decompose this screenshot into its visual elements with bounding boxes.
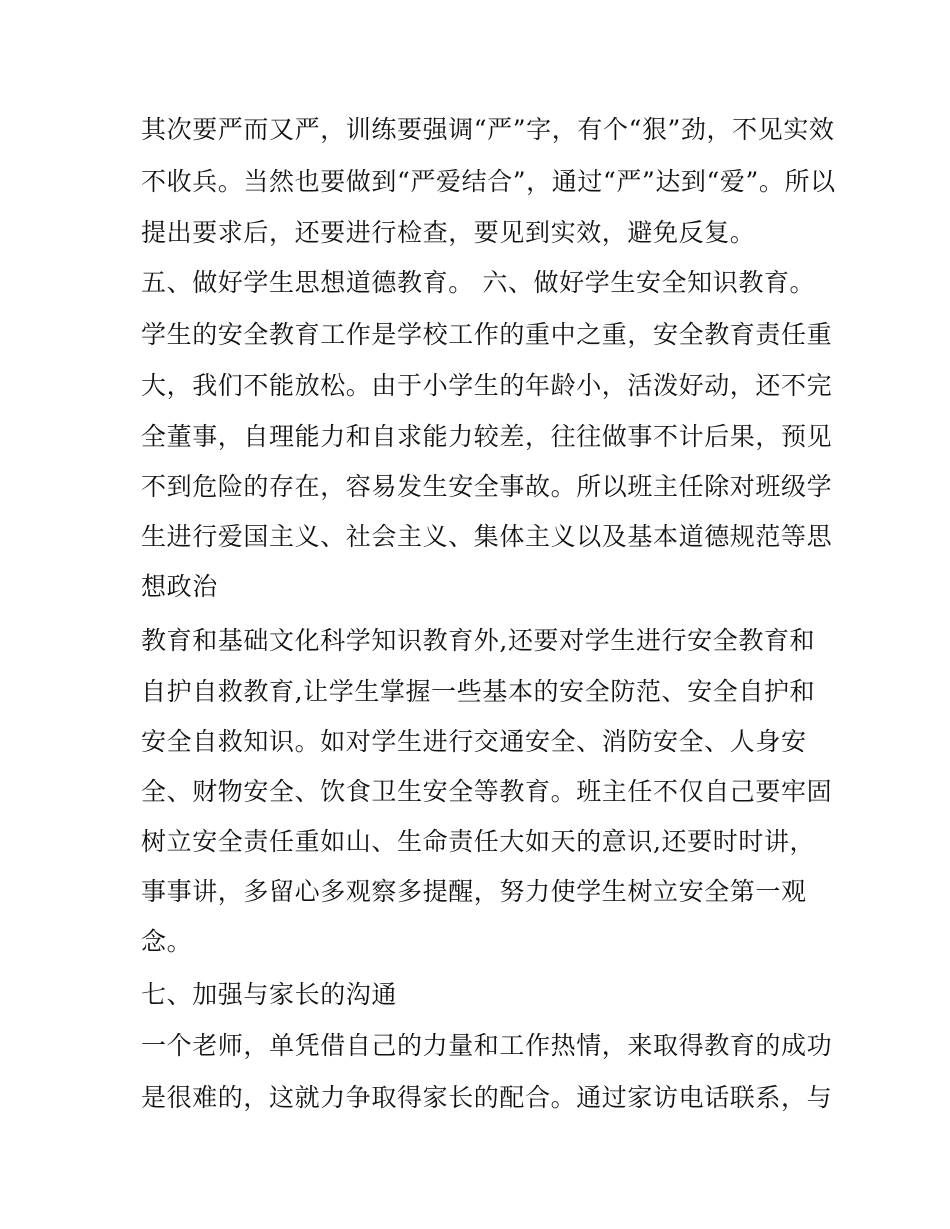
text-line: 全、财物安全、饮食卫生安全等教育。班主任不仅自己要牢固 bbox=[141, 777, 833, 806]
text-line: 一个老师，单凭借自己的力量和工作热情，来取得教育的成功 bbox=[141, 1031, 833, 1060]
text-line: 其次要严而又严，训练要强调“严”字，有个“狠”劲，不见实效 bbox=[141, 115, 835, 144]
text-line: 不到危险的存在，容易发生安全事故。所以班主任除对班级学 bbox=[141, 472, 833, 501]
section-heading: 五、做好学生思想道德教育。 六、做好学生安全知识教育。 bbox=[141, 268, 816, 297]
text-line: 树立安全责任重如山、生命责任大如天的意识,还要时时讲， bbox=[141, 827, 816, 856]
text-line: 提出要求后，还要进行检查，要见到实效，避免反复。 bbox=[141, 218, 756, 247]
text-line: 想政治 bbox=[141, 572, 218, 601]
text-line: 是很难的，这就力争取得家长的配合。通过家访电话联系，与 bbox=[141, 1083, 833, 1112]
section-heading: 七、加强与家长的沟通 bbox=[141, 980, 398, 1009]
text-line: 全董事，自理能力和自求能力较差，往往做事不计后果，预见 bbox=[141, 422, 833, 451]
text-line: 生进行爱国主义、社会主义、集体主义以及基本道德规范等思 bbox=[141, 522, 833, 551]
text-line: 不收兵。当然也要做到“严爱结合”，通过“严”达到“爱”。所以 bbox=[141, 167, 836, 196]
text-line: 自护自救教育,让学生掌握一些基本的安全防范、安全自护和 bbox=[141, 677, 816, 706]
text-line: 安全自救知识。如对学生进行交通安全、消防安全、人身安 bbox=[141, 727, 807, 756]
text-line: 教育和基础文化科学知识教育外,还要对学生进行安全教育和 bbox=[141, 626, 816, 655]
text-line: 事事讲，多留心多观察多提醒，努力使学生树立安全第一观 bbox=[141, 877, 807, 906]
text-line: 学生的安全教育工作是学校工作的重中之重，安全教育责任重 bbox=[141, 320, 833, 349]
text-line: 大，我们不能放松。由于小学生的年龄小，活泼好动，还不完 bbox=[141, 371, 833, 400]
text-line: 念。 bbox=[141, 927, 193, 956]
